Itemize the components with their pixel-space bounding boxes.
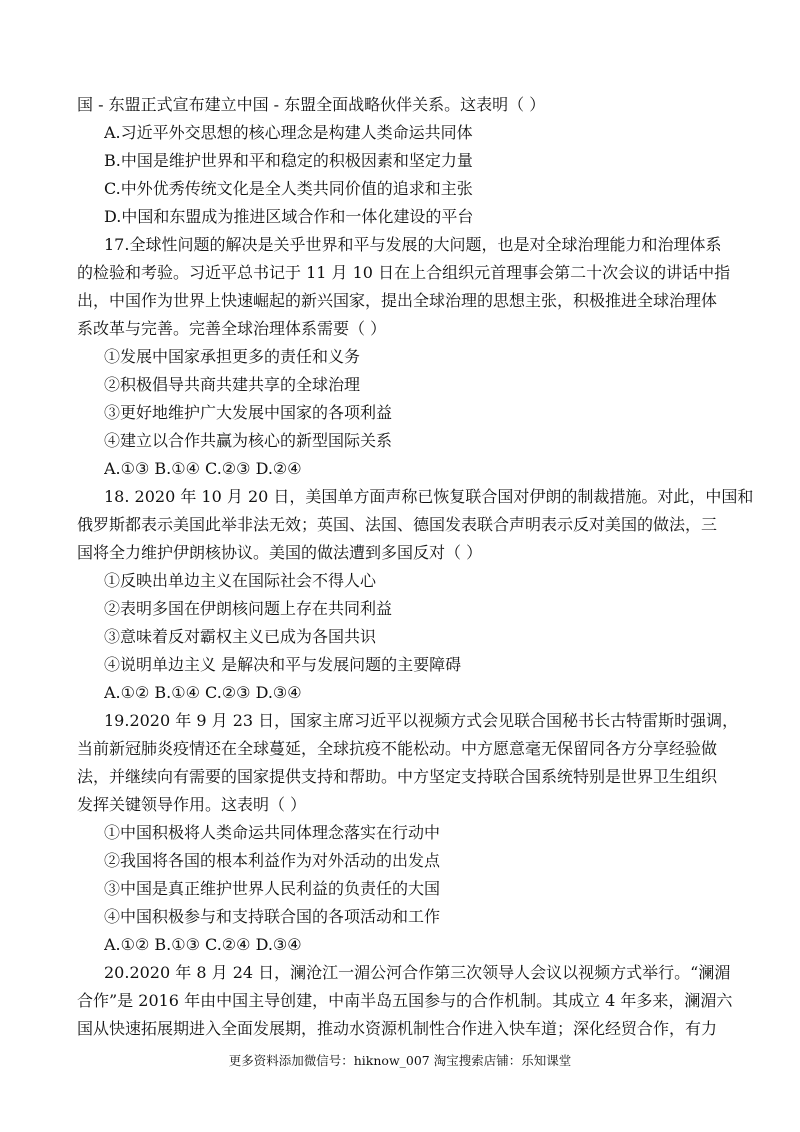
question-16-stem-end: 国 - 东盟正式宣布建立中国 - 东盟全面战略伙伴关系。这表明（ ）	[77, 95, 546, 114]
statement-4: ④建立以合作共赢为核心的新型国际关系	[104, 431, 393, 450]
option-a: A.习近平外交思想的核心理念是构建人类命运共同体	[104, 123, 473, 142]
question-19-stem: 19.2020 年 9 月 23 日，国家主席习近平以视频方式会见联合国秘书长古特雷斯时强调，	[104, 711, 739, 730]
statement-3: ③中国是真正维护世界人民利益的负责任的大国	[104, 879, 441, 898]
answer-options: A.①② B.①③ C.②④ D.③④	[104, 935, 302, 954]
statement-2: ②表明多国在伊朗核问题上存在共同利益	[104, 599, 393, 618]
question-17-stem: 的检验和考验。习近平总书记于 11 月 10 日在上合组织元首理事会第二十次会议的讲话中指	[77, 263, 731, 282]
statement-2: ②积极倡导共商共建共享的全球治理	[104, 375, 361, 394]
question-18-stem: 国将全力维护伊朗核协议。美国的做法遭到多国反对（ ）	[77, 543, 483, 562]
statement-1: ①反映出单边主义在国际社会不得人心	[104, 571, 377, 590]
question-17-stem: 17.全球性问题的解决是关乎世界和平与发展的大问题，也是对全球治理能力和治理体系	[104, 235, 722, 254]
question-19-stem: 当前新冠肺炎疫情还在全球蔓延，全球抗疫不能松动。中方愿意毫无保留同各方分享经验做	[77, 739, 718, 758]
question-19-stem: 法，并继续向有需要的国家提供支持和帮助。中方坚定支持联合国系统特别是世界卫生组织	[77, 767, 718, 786]
question-20-stem: 国从快速拓展期进入全面发展期，推动水资源机制性合作进入快车道；深化经贸合作，有力	[77, 1019, 718, 1038]
statement-3: ③意味着反对霸权主义已成为各国共识	[104, 627, 377, 646]
question-17-stem: 系改革与完善。完善全球治理体系需要（ ）	[77, 319, 387, 338]
statement-2: ②我国将各国的根本利益作为对外活动的出发点	[104, 851, 441, 870]
option-c: C.中外优秀传统文化是全人类共同价值的追求和主张	[104, 179, 473, 198]
answer-options: A.①③ B.①④ C.②③ D.②④	[104, 459, 302, 478]
statement-1: ①发展中国家承担更多的责任和义务	[104, 347, 361, 366]
question-20-stem: 20.2020 年 8 月 24 日，澜沧江一湄公河合作第三次领导人会议以视频方式举行。“澜湄	[104, 963, 731, 982]
question-19-stem: 发挥关键领导作用。这表明（ ）	[77, 795, 307, 814]
question-18-stem: 18. 2020 年 10 月 20 日，美国单方面声称已恢复联合国对伊朗的制裁措施。对此，中国和	[104, 487, 754, 506]
question-20-stem: 合作”是 2016 年由中国主导创建，中南半岛五国参与的合作机制。其成立 4 年多来，澜湄六	[77, 991, 733, 1010]
answer-options: A.①② B.①④ C.②③ D.③④	[104, 683, 302, 702]
page-footer: 更多资料添加微信号：hiknow_007 淘宝搜索店铺：乐知课堂	[228, 1053, 572, 1068]
question-17-stem: 出，中国作为世界上快速崛起的新兴国家，提出全球治理的思想主张，积极推进全球治理体	[77, 291, 718, 310]
statement-4: ④说明单边主义 是解决和平与发展问题的主要障碍	[104, 655, 462, 674]
statement-1: ①中国积极将人类命运共同体理念落实在行动中	[104, 823, 441, 842]
statement-4: ④中国积极参与和支持联合国的各项活动和工作	[104, 907, 441, 926]
statement-3: ③更好地维护广大发展中国家的各项利益	[104, 403, 393, 422]
option-b: B.中国是维护世界和平和稳定的积极因素和坚定力量	[104, 151, 473, 170]
option-d: D.中国和东盟成为推进区域合作和一体化建设的平台	[104, 207, 474, 226]
question-18-stem: 俄罗斯都表示美国此举非法无效；英国、法国、德国发表联合声明表示反对美国的做法，三	[77, 515, 718, 534]
